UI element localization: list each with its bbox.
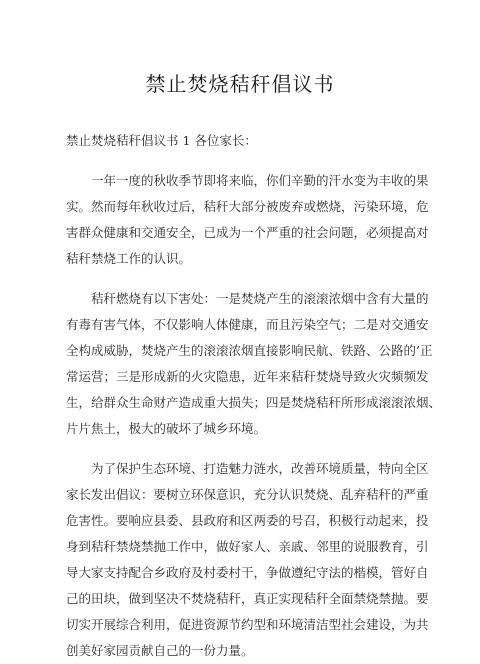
- document-title: 禁止焚烧秸秆倡议书: [145, 72, 335, 96]
- text-line: 危害性。要响应县委、县政府和区两委的号召，积极行动起来，投: [66, 513, 429, 528]
- text-line: 秸秆燃烧有以下害处：一是焚烧产生的滚滚浓烟中含有大量的: [91, 291, 429, 306]
- document-body: [66, 128, 442, 664]
- text-line: 己的田块，做到坚决不焚烧秸秆，真正实现秸秆全面禁烧禁抛。要: [66, 591, 429, 606]
- text-line: 为了保护生态环境、打造魅力涟水，改善环境质量，特向全区: [91, 461, 429, 476]
- spacer: [66, 154, 430, 168]
- spacer: [66, 442, 430, 456]
- paragraph-3: [66, 456, 430, 664]
- text-line: 身到秸秆禁烧禁抛工作中，做好家人、亲戚、邻里的说服教育，引: [66, 539, 429, 554]
- salutation-line: 禁止焚烧秸秆倡议书 1 各位家长：: [66, 133, 257, 148]
- text-line: 有毒有害气体，不仅影响人体健康，而且污染空气；二是对交通安: [66, 317, 429, 332]
- text-line: 切实开展综合利用，促进资源节约型和环境清洁型社会建设，为共: [66, 617, 429, 632]
- paragraph-2: [66, 286, 442, 442]
- text-line: 秸秆禁烧工作的认识。: [66, 251, 192, 266]
- text-line: 一年一度的秋收季节即将来临，你们辛勤的汗水变为丰收的果: [91, 173, 429, 188]
- text-line: 家长发出倡议：要树立环保意识，充分认识焚烧、乱弃秸秆的严重: [66, 487, 429, 502]
- spacer: [66, 272, 430, 286]
- text-line: 全构成威胁，焚烧产生的滚滚浓烟直接影响民航、铁路、公路的’正: [66, 343, 433, 358]
- text-line: 生，给群众生命财产造成重大损失；四是焚烧秸秆所形成滚滚浓烟、: [66, 395, 442, 410]
- text-line: 害群众健康和交通安全，已成为一个严重的社会问题，必须提高对: [66, 225, 429, 240]
- text-line: 创美好家园贡献自己的一份力量。: [66, 643, 254, 658]
- text-line: 导大家支持配合乡政府及村委村干，争做遵纪守法的楷模，管好自: [66, 565, 429, 580]
- text-line: 实。然而每年秋收过后，秸秆大部分被废弃或燃烧，污染环境，危: [66, 199, 429, 214]
- text-line: 常运营；三是形成新的火灾隐患，近年来秸秆焚烧导致火灾频频发: [66, 369, 429, 384]
- paragraph-1: [66, 168, 430, 272]
- text-line: 片片焦土，极大的破坏了城乡环境。: [66, 421, 267, 436]
